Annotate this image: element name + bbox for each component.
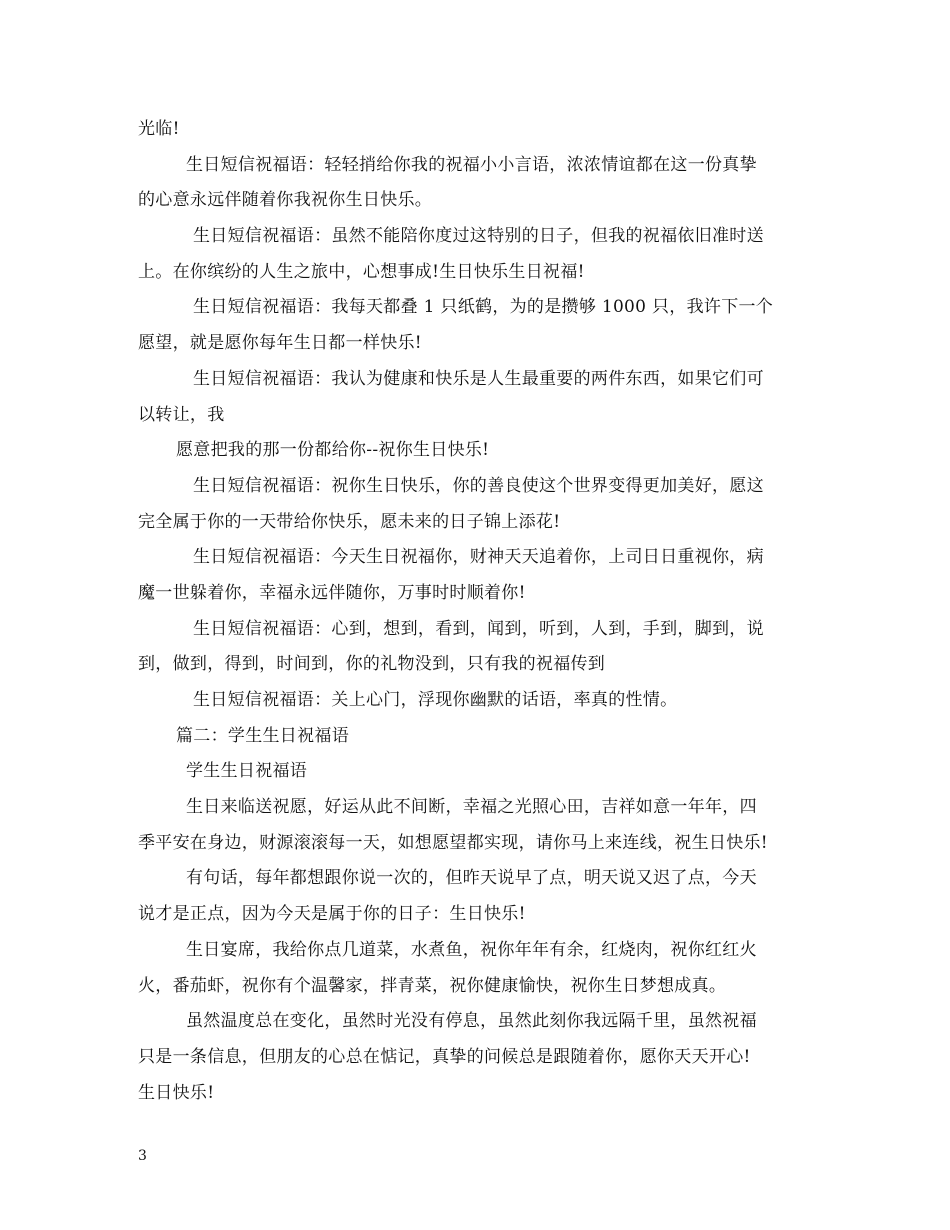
paragraph-line: 生日短信祝福语：关上心门，浮现你幽默的话语，率真的性情。 [193, 690, 678, 710]
paragraph-line: 愿望，就是愿你每年生日都一样快乐! [138, 333, 422, 354]
paragraph-line: 只是一条信息，但朋友的心总在惦记，真挚的问候总是跟随着你，愿你天天开心! [138, 1046, 751, 1067]
document-body [138, 112, 813, 1111]
paragraph-line: 学生生日祝福语 [186, 761, 308, 782]
paragraph-line: 的心意永远伴随着你我祝你生日快乐。 [138, 190, 433, 211]
paragraph-line: 到，做到，得到，时间到，你的礼物没到，只有我的祝福传到 [138, 654, 606, 675]
paragraph-line: 季平安在身边，财源滚滚每一天，如想愿望都实现，请你马上来连线，祝生日快乐! [138, 832, 768, 853]
paragraph-line: 魔一世躲着你，幸福永远伴随你，万事时时顺着你! [138, 582, 526, 603]
paragraph-line: 生日短信祝福语：我认为健康和快乐是人生最重要的两件东西，如果它们可 [193, 368, 764, 389]
paragraph-line: 生日短信祝福语：祝你生日快乐，你的善良使这个世界变得更加美好，愿这 [193, 475, 764, 496]
paragraph-line: 生日短信祝福语：虽然不能陪你度过这特别的日子，但我的祝福依旧准时送 [193, 226, 764, 247]
paragraph-line: 火，番茄虾，祝你有个温馨家，拌青菜，祝你健康愉快，祝你生日梦想成真。 [138, 975, 727, 996]
paragraph-line: 虽然温度总在变化，虽然时光没有停息，虽然此刻你我远隔千里，虽然祝福 [186, 1011, 757, 1032]
paragraph-line: 上。在你缤纷的人生之旅中，心想事成!生日快乐生日祝福! [138, 261, 585, 282]
paragraph-line: 生日短信祝福语：轻轻捎给你我的祝福小小言语，浓浓情谊都在这一份真挚 [186, 154, 757, 175]
page-number: 3 [138, 1148, 147, 1164]
paragraph-line: 生日宴席，我给你点几道菜，水煮鱼，祝你年年有余，红烧肉，祝你红红火 [186, 939, 757, 960]
paragraph-line: 生日短信祝福语：我每天都叠 1 只纸鹤，为的是攒够 1000 只，我许下一个 [193, 297, 774, 318]
paragraph-line: 有句话，每年都想跟你说一次的，但昨天说早了点，明天说又迟了点，今天 [186, 868, 757, 889]
paragraph-line: 生日短信祝福语：心到，想到，看到，闻到，听到，人到，手到，脚到，说 [193, 618, 764, 639]
paragraph-line: 生日快乐! [138, 1082, 215, 1103]
paragraph-line: 光临! [138, 119, 180, 139]
paragraph-line: 愿意把我的那一份都给你--祝你生日快乐! [176, 440, 490, 461]
paragraph-line: 生日来临送祝愿，好运从此不间断，幸福之光照心田，吉祥如意一年年，四 [186, 797, 757, 818]
paragraph-line: 篇二：学生生日祝福语 [176, 725, 349, 746]
paragraph-line: 生日短信祝福语：今天生日祝福你，财神天天追着你，上司日日重视你，病 [193, 547, 764, 568]
paragraph-line: 完全属于你的一天带给你快乐，愿未来的日子锦上添花! [138, 511, 561, 532]
paragraph-line: 以转让，我 [138, 404, 225, 425]
paragraph-line: 说才是正点，因为今天是属于你的日子：生日快乐! [138, 904, 526, 925]
